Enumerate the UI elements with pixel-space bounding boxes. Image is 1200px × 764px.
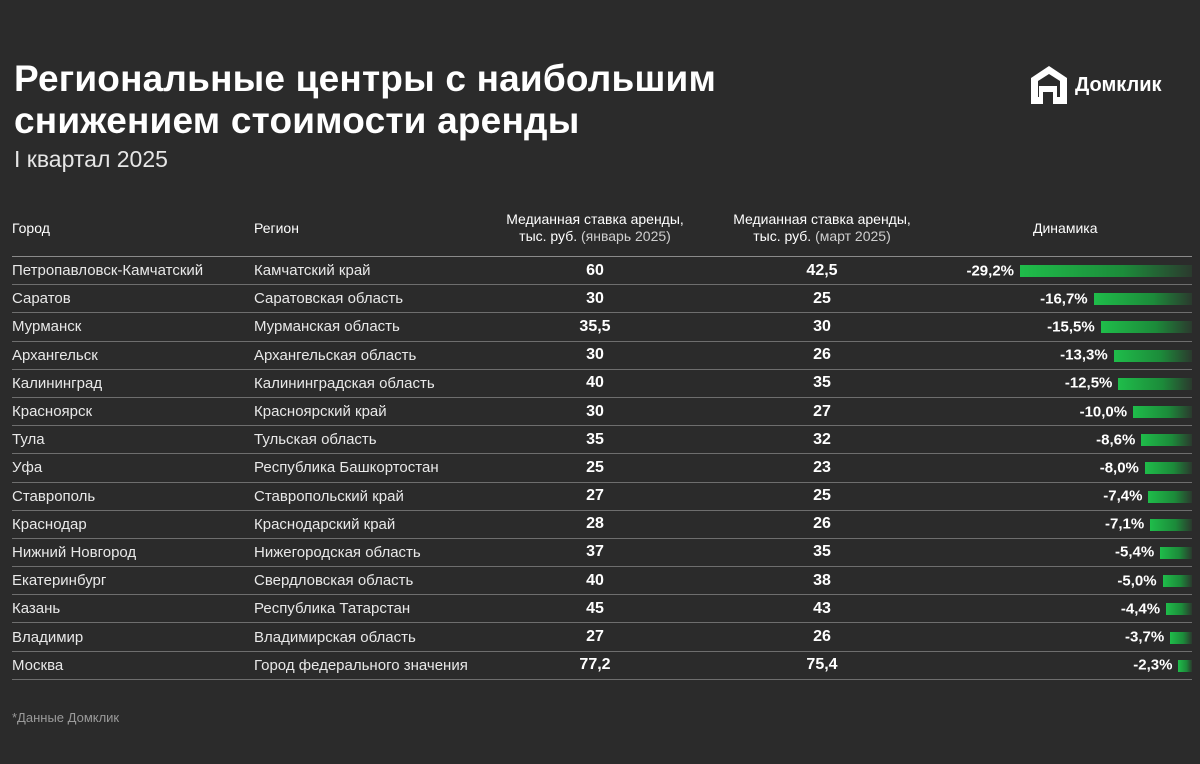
region-cell: Республика Башкортостан: [254, 454, 476, 482]
city-cell: Краснодар: [12, 510, 254, 538]
change-bar: [1020, 265, 1192, 277]
mar-rate-cell: 26: [714, 510, 930, 538]
city-cell: Ставрополь: [12, 482, 254, 510]
domclick-logo: [1029, 64, 1162, 106]
chart-subtitle: I квартал 2025: [14, 146, 168, 172]
region-cell: Калининградская область: [254, 369, 476, 397]
jan-rate-cell: 35,5: [476, 313, 714, 341]
dynamics-cell: [930, 595, 1192, 623]
footnote: *Данные Домклик: [12, 710, 120, 725]
city-cell: Тула: [12, 426, 254, 454]
region-cell: Нижегородская область: [254, 538, 476, 566]
dynamics-cell: [930, 510, 1192, 538]
mar-rate-cell: 35: [714, 538, 930, 566]
header-mar-period: (март 2025): [815, 228, 891, 244]
table-row: [12, 426, 1192, 454]
change-bar: [1160, 547, 1192, 559]
dynamics-wrap: [930, 257, 1192, 284]
header-jan-unit: тыс. руб.: [519, 228, 578, 244]
table-row: [12, 369, 1192, 397]
header-dynamics: [930, 200, 1192, 257]
city-cell: Москва: [12, 651, 254, 679]
change-label: -5,4%: [1115, 543, 1155, 561]
mar-rate-cell: 23: [714, 454, 930, 482]
dynamics-wrap: [930, 454, 1192, 481]
header-dynamics-label: Динамика: [1033, 219, 1098, 236]
table-row: [12, 397, 1192, 425]
region-cell: Тульская область: [254, 426, 476, 454]
change-bar: [1118, 378, 1192, 390]
dynamics-cell: [930, 341, 1192, 369]
dynamics-wrap: [930, 426, 1192, 453]
dynamics-cell: [930, 623, 1192, 651]
table-header-row: [12, 200, 1192, 257]
mar-rate-cell: 43: [714, 595, 930, 623]
city-cell: Калининград: [12, 369, 254, 397]
dynamics-wrap: [930, 313, 1192, 340]
jan-rate-cell: 77,2: [476, 651, 714, 679]
logo-text: Домклик: [1075, 73, 1162, 96]
region-cell: Красноярский край: [254, 397, 476, 425]
city-cell: Казань: [12, 595, 254, 623]
region-cell: Мурманская область: [254, 313, 476, 341]
header-mar-line1: Медианная ставка аренды,: [733, 211, 911, 227]
dynamics-wrap: [930, 595, 1192, 622]
dynamics-wrap: [930, 511, 1192, 538]
table-row: [12, 454, 1192, 482]
change-label: -8,0%: [1099, 459, 1139, 477]
dynamics-wrap: [930, 342, 1192, 369]
city-cell: Петропавловск-Камчатский: [12, 257, 254, 285]
dynamics-cell: [930, 285, 1192, 313]
table-body: [12, 257, 1192, 680]
table-row: [12, 313, 1192, 341]
city-cell: Владимир: [12, 623, 254, 651]
mar-rate-cell: 35: [714, 369, 930, 397]
jan-rate-cell: 37: [476, 538, 714, 566]
mar-rate-cell: 26: [714, 623, 930, 651]
change-label: -8,6%: [1096, 431, 1136, 449]
dynamics-cell: [930, 426, 1192, 454]
chart-title: [14, 58, 914, 142]
header-region: Регион: [254, 200, 476, 257]
table-row: [12, 623, 1192, 651]
change-label: -12,5%: [1064, 374, 1113, 392]
region-cell: Краснодарский край: [254, 510, 476, 538]
header-jan-period: (январь 2025): [581, 228, 671, 244]
jan-rate-cell: 25: [476, 454, 714, 482]
table-row: [12, 257, 1192, 285]
change-label: -16,7%: [1040, 290, 1088, 308]
change-bar: [1166, 603, 1192, 615]
dynamics-wrap: [930, 398, 1192, 425]
change-label: -3,7%: [1125, 628, 1165, 646]
jan-rate-cell: 60: [476, 257, 714, 285]
jan-rate-cell: 30: [476, 285, 714, 313]
dynamics-cell: [930, 651, 1192, 679]
mar-rate-cell: 25: [714, 285, 930, 313]
table-row: [12, 538, 1192, 566]
rent-table: [12, 200, 1192, 680]
city-cell: Саратов: [12, 285, 254, 313]
mar-rate-cell: 32: [714, 426, 930, 454]
dynamics-cell: [930, 397, 1192, 425]
change-label: -15,5%: [1047, 318, 1095, 336]
dynamics-cell: [930, 257, 1192, 285]
jan-rate-cell: 30: [476, 341, 714, 369]
domclick-house-icon: [1029, 64, 1069, 106]
mar-rate-cell: 27: [714, 397, 930, 425]
jan-rate-cell: 27: [476, 482, 714, 510]
title-line-1: Региональные центры с наибольшим: [14, 58, 717, 99]
mar-rate-cell: 38: [714, 567, 930, 595]
dynamics-wrap: [930, 370, 1192, 397]
dynamics-cell: [930, 538, 1192, 566]
change-bar: [1178, 660, 1192, 672]
change-bar: [1150, 519, 1192, 531]
header-mar-unit: тыс. руб.: [753, 228, 812, 244]
jan-rate-cell: 28: [476, 510, 714, 538]
region-cell: Камчатский край: [254, 257, 476, 285]
city-cell: Екатеринбург: [12, 567, 254, 595]
jan-rate-cell: 35: [476, 426, 714, 454]
dynamics-cell: [930, 567, 1192, 595]
city-cell: Уфа: [12, 454, 254, 482]
jan-rate-cell: 40: [476, 567, 714, 595]
header-city: Город: [12, 200, 254, 257]
jan-rate-cell: 30: [476, 397, 714, 425]
dynamics-wrap: [930, 652, 1192, 679]
city-cell: Мурманск: [12, 313, 254, 341]
change-label: -7,1%: [1105, 515, 1145, 533]
change-bar: [1094, 293, 1192, 305]
jan-rate-cell: 40: [476, 369, 714, 397]
region-cell: Архангельская область: [254, 341, 476, 369]
region-cell: Ставропольский край: [254, 482, 476, 510]
change-bar: [1145, 462, 1192, 474]
mar-rate-cell: 30: [714, 313, 930, 341]
table-row: [12, 595, 1192, 623]
region-cell: Свердловская область: [254, 567, 476, 595]
change-bar: [1163, 575, 1192, 587]
jan-rate-cell: 27: [476, 623, 714, 651]
city-cell: Архангельск: [12, 341, 254, 369]
table-row: [12, 482, 1192, 510]
header-jan: [476, 200, 714, 257]
dynamics-wrap: [930, 539, 1192, 566]
table-row: [12, 510, 1192, 538]
city-cell: Нижний Новгород: [12, 538, 254, 566]
table-row: [12, 651, 1192, 679]
change-bar: [1141, 434, 1192, 446]
mar-rate-cell: 42,5: [714, 257, 930, 285]
dynamics-cell: [930, 369, 1192, 397]
change-bar: [1101, 321, 1192, 333]
region-cell: Саратовская область: [254, 285, 476, 313]
change-label: -4,4%: [1120, 600, 1161, 618]
city-cell: Красноярск: [12, 397, 254, 425]
region-cell: Город федерального значения: [254, 651, 476, 679]
change-label: -13,3%: [1060, 346, 1108, 364]
change-label: -29,2%: [966, 262, 1014, 280]
change-bar: [1133, 406, 1192, 418]
mar-rate-cell: 75,4: [714, 651, 930, 679]
header-jan-line1: Медианная ставка аренды,: [506, 211, 684, 227]
change-label: -10,0%: [1079, 403, 1128, 421]
jan-rate-cell: 45: [476, 595, 714, 623]
change-label: -2,3%: [1133, 656, 1173, 674]
table-row: [12, 341, 1192, 369]
title-line-2: снижением стоимости аренды: [14, 100, 580, 141]
dynamics-wrap: [930, 624, 1192, 651]
dynamics-cell: [930, 482, 1192, 510]
dynamics-wrap: [930, 567, 1192, 594]
table-row: [12, 285, 1192, 313]
mar-rate-cell: 25: [714, 482, 930, 510]
region-cell: Республика Татарстан: [254, 595, 476, 623]
change-label: -5,0%: [1117, 572, 1157, 590]
header-mar: [714, 200, 930, 257]
dynamics-cell: [930, 313, 1192, 341]
change-label: -7,4%: [1103, 487, 1143, 505]
change-bar: [1148, 491, 1192, 503]
dynamics-cell: [930, 454, 1192, 482]
dynamics-wrap: [930, 285, 1192, 312]
mar-rate-cell: 26: [714, 341, 930, 369]
change-bar: [1114, 350, 1192, 362]
region-cell: Владимирская область: [254, 623, 476, 651]
change-bar: [1170, 632, 1192, 644]
dynamics-wrap: [930, 483, 1192, 510]
table-row: [12, 567, 1192, 595]
